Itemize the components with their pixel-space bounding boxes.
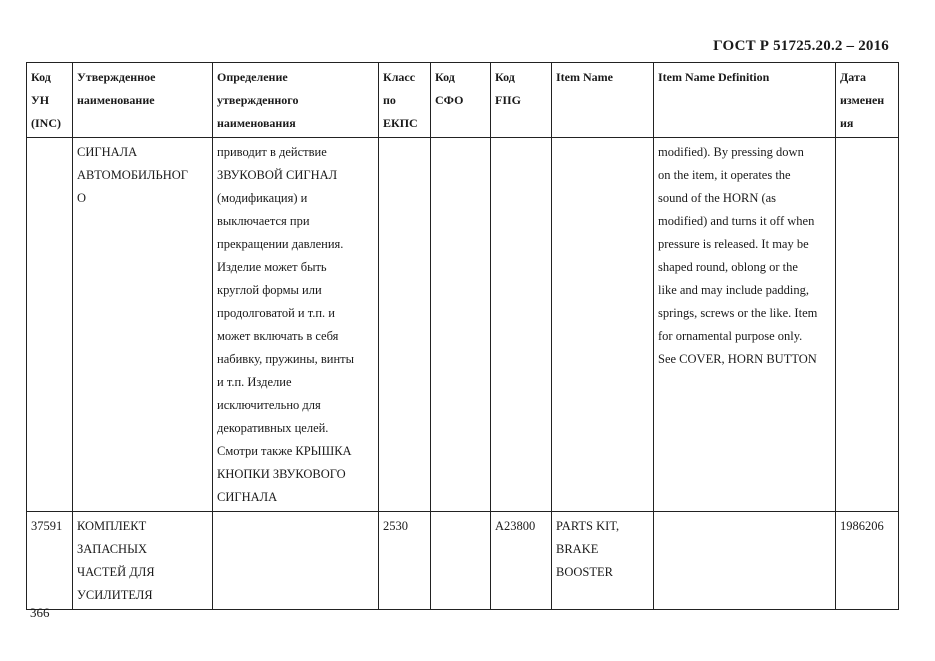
cell-change-date: [836, 138, 899, 512]
cell-fiig-code: A23800: [491, 512, 552, 610]
cell-change-date: 1986206: [836, 512, 899, 610]
column-header-change-date: Дата изменен ия: [836, 63, 899, 138]
column-header-sfo-code: Код СФО: [431, 63, 491, 138]
column-header-fiig-code: Код FIIG: [491, 63, 552, 138]
table-row: [27, 512, 899, 610]
cell-class: 2530: [379, 512, 431, 610]
cell-inc: [27, 138, 73, 512]
catalog-table: [26, 62, 899, 610]
cell-sfo-code: [431, 138, 491, 512]
column-header-inc: Код УН (INC): [27, 63, 73, 138]
cell-approved-name: КОМПЛЕКТ ЗАПАСНЫХ ЧАСТЕЙ ДЛЯ УСИЛИТЕЛЯ: [73, 512, 213, 610]
column-header-item-name: Item Name: [552, 63, 654, 138]
cell-item-name-definition: [654, 512, 836, 610]
table-row: [27, 138, 899, 512]
cell-fiig-code: [491, 138, 552, 512]
standard-number: ГОСТ Р 51725.20.2 – 2016: [713, 38, 889, 54]
page-number: 366: [30, 605, 50, 620]
column-header-item-name-definition: Item Name Definition: [654, 63, 836, 138]
cell-definition-ru: приводит в действие ЗВУКОВОЙ СИГНАЛ (модификация) и выключается при прекращении давления. Изделие может быть круглой формы или продолговатой и т.п. и может включать в себя набивку, пружины, винты и т.п. Изделие исключительно для декоративных целей. Смотри также КРЫШКА КНОПКИ ЗВУКОВОГО СИГНАЛА: [213, 138, 379, 512]
cell-class: [379, 138, 431, 512]
column-header-approved-name: Утвержденное наименование: [73, 63, 213, 138]
cell-definition-ru: [213, 512, 379, 610]
cell-approved-name: СИГНАЛА АВТОМОБИЛЬНОГ О: [73, 138, 213, 512]
cell-item-name: [552, 138, 654, 512]
column-header-definition-ru: Определение утвержденного наименования: [213, 63, 379, 138]
cell-item-name: PARTS KIT, BRAKE BOOSTER: [552, 512, 654, 610]
table-header-row: [27, 63, 899, 138]
cell-inc: 37591: [27, 512, 73, 610]
cell-sfo-code: [431, 512, 491, 610]
cell-item-name-definition: modified). By pressing down on the item, it operates the sound of the HORN (as modified) and turns it off when pressure is released. It may be shaped round, oblong or the like and may include padding, springs, screws or the like. Item for ornamental purpose only. See COVER, HORN BUTTON: [654, 138, 836, 512]
column-header-class: Класс по ЕКПС: [379, 63, 431, 138]
